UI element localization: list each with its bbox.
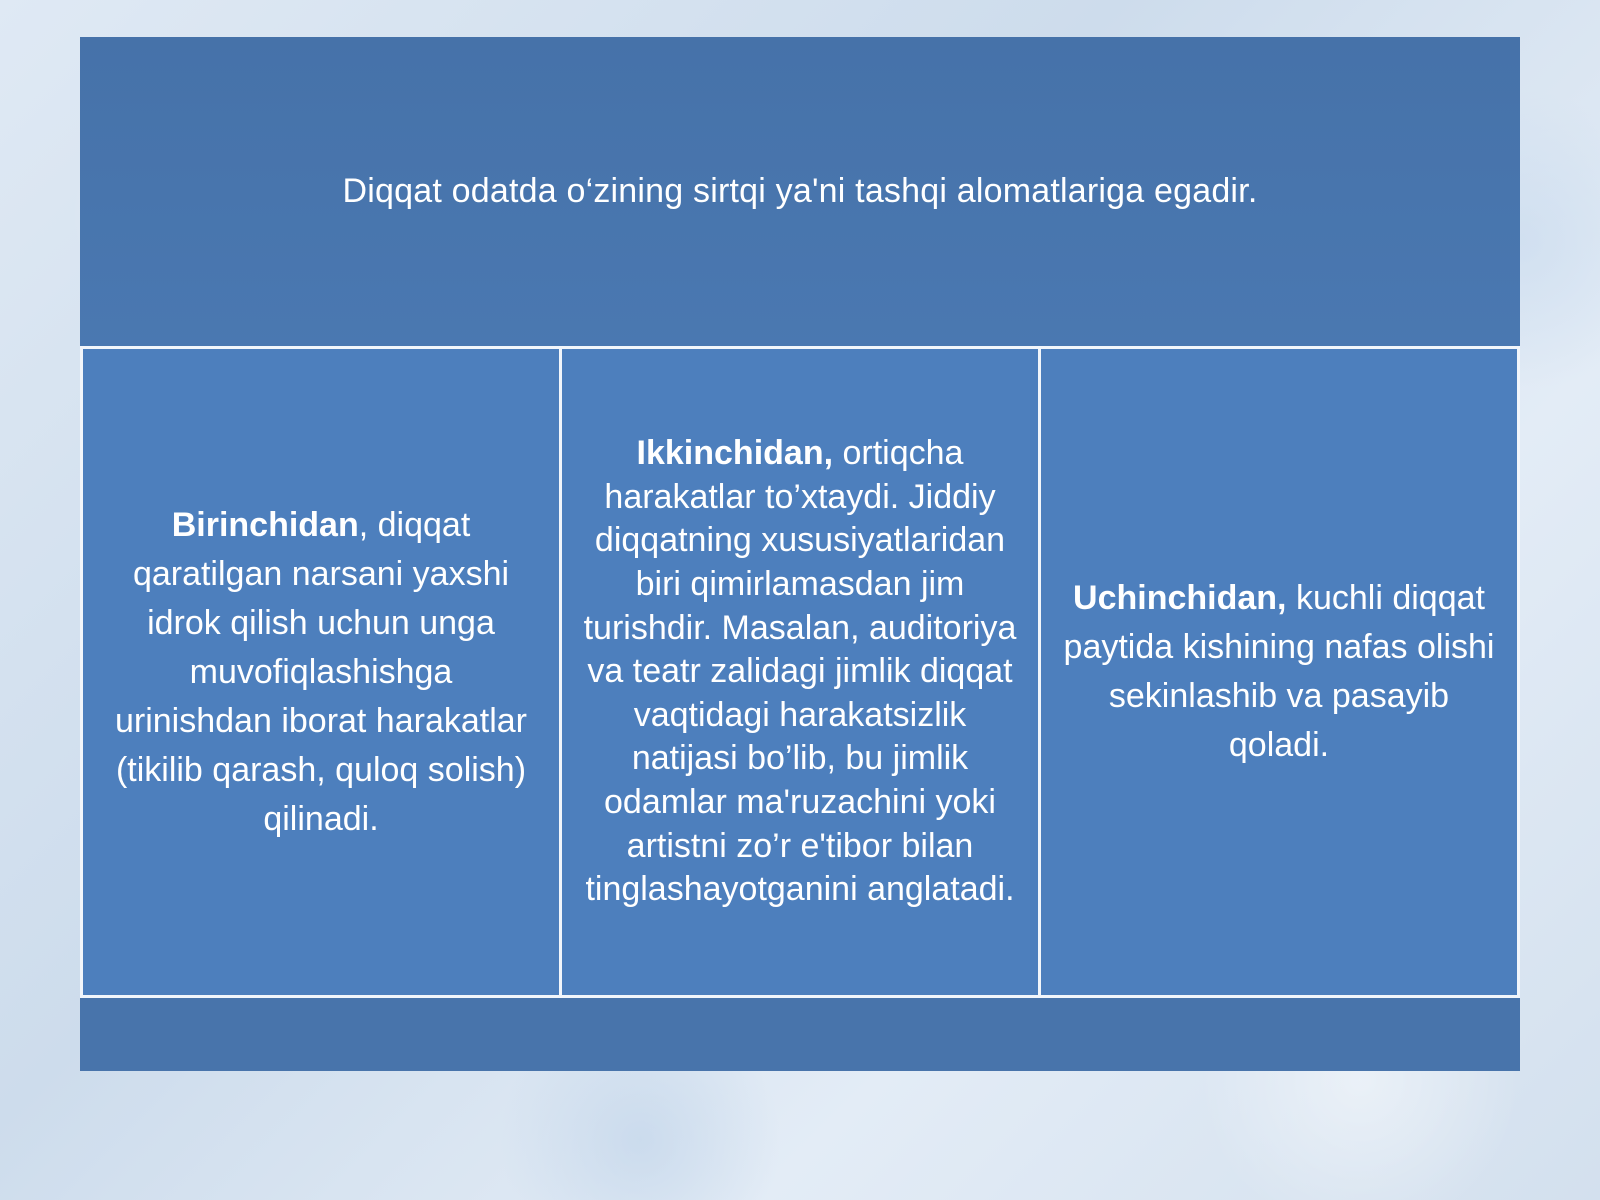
column-third-text: kuchli diqqat paytida kishining nafas olishi sekinlashib va pasayib qoladi. bbox=[1063, 579, 1495, 764]
column-third bbox=[1038, 349, 1520, 995]
slide-panel bbox=[80, 37, 1520, 1071]
column-third-paragraph bbox=[1059, 574, 1499, 770]
column-first bbox=[80, 349, 559, 995]
column-third-lead: Uchinchidan, bbox=[1073, 579, 1287, 617]
column-second bbox=[559, 349, 1038, 995]
column-first-lead: Birinchidan bbox=[171, 505, 359, 544]
column-first-text: , diqqat qaratilgan narsani yaxshi idrok qilish uchun unga muvofiqlashishga urinishdan iborat harakatlar (tikilib qarash, quloq solish) qilinadi. bbox=[114, 505, 528, 838]
header-block bbox=[80, 37, 1520, 348]
column-second-text: ortiqcha harakatlar to’xtaydi. Jiddiy diqqatning xususiyatlaridan biri qimirlamasdan jim turishdir. Masalan, auditoriya va teatr zalidagi jimlik diqqat vaqtidagi harakatsizlik natijasi bo’lib, bu jimlik odamlar ma'ruzachini yoki artistni zo’r e'tibor bilan tinglashayotganini anglatadi. bbox=[583, 434, 1017, 909]
column-second-paragraph bbox=[580, 432, 1020, 912]
column-first-paragraph bbox=[101, 501, 541, 844]
footer-band bbox=[80, 998, 1520, 1071]
column-second-lead: Ikkinchidan, bbox=[636, 434, 834, 473]
header-text: Diqqat odatda o‘zining sirtqi ya'ni tashqi alomatlariga egadir. bbox=[342, 172, 1258, 210]
columns-table bbox=[80, 346, 1520, 998]
